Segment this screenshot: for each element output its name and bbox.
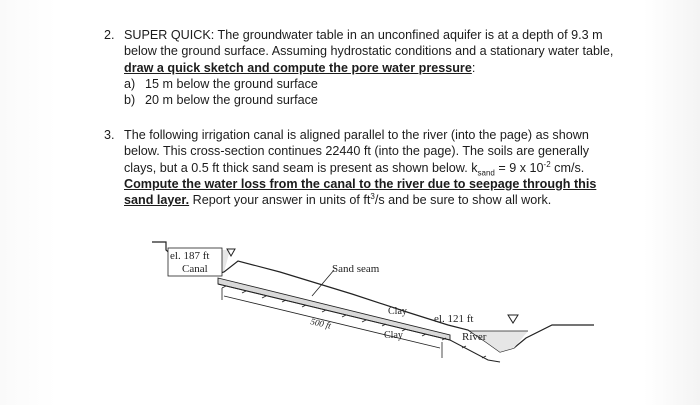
- question-2-part-a: [124, 76, 624, 92]
- part-text: 15 m below the ground surface: [145, 76, 318, 91]
- question-3-task: Compute the water loss from the canal to the river due to seepage through this sand layer.: [124, 176, 597, 208]
- question-2-task: draw a quick sketch and compute the pore water pressure: [124, 60, 472, 75]
- k-subscript: sand: [477, 168, 495, 178]
- question-2-text: [124, 27, 624, 76]
- exponent: -2: [543, 159, 551, 169]
- canal-river-cross-section-diagram: [152, 228, 594, 400]
- sand-seam-label: Sand seam: [332, 263, 380, 275]
- question-3-text-5: /s and be sure to show all work.: [374, 193, 552, 208]
- question-2: [104, 27, 624, 108]
- clay-upper-label: Clay: [388, 306, 407, 317]
- question-3-text-3: cm/s.: [550, 160, 585, 175]
- canal-label: Canal: [182, 263, 208, 275]
- part-label: a): [124, 76, 136, 91]
- question-2-number: 2.: [104, 28, 115, 42]
- question-3-text-1: The following irrigation canal is aligned parallel to the river (into the page) as shown below. This cross-section continues 22440 ft (into the page). The soils are generally clays, but a 0.5 ft thick sand seam is present as shown below. k: [124, 128, 590, 175]
- question-2-intro: SUPER QUICK: The groundwater table in an unconfined aquifer is at a depth of 9.3 m below the ground surface. Assuming hydrostatic conditions and a stationary water table,: [124, 28, 614, 59]
- question-3-text: [124, 127, 624, 208]
- question-2-task-end: :: [471, 60, 476, 75]
- question-3-text-4: Report your answer in units of ft: [189, 193, 371, 208]
- unit-superscript: 3: [370, 192, 375, 201]
- question-2-part-b: [124, 92, 624, 108]
- question-3: [104, 127, 624, 208]
- part-label: b): [124, 93, 136, 108]
- question-3-text-2: = 9 x 10: [494, 160, 544, 175]
- clay-lower-label: Clay: [384, 330, 403, 341]
- distance-dimension-line: [222, 288, 442, 358]
- river-water-level-triangle-icon: [508, 315, 518, 323]
- canal-elevation-label: el. 187 ft: [170, 250, 210, 262]
- distance-label: 500 ft: [309, 316, 333, 331]
- question-2-parts: [124, 76, 624, 109]
- question-3-number: 3.: [104, 128, 115, 142]
- part-text: 20 m below the ground surface: [145, 93, 318, 108]
- river-elevation-label: el. 121 ft: [434, 313, 474, 325]
- sand-seam-layer: [218, 278, 450, 340]
- river-label: River: [462, 331, 487, 343]
